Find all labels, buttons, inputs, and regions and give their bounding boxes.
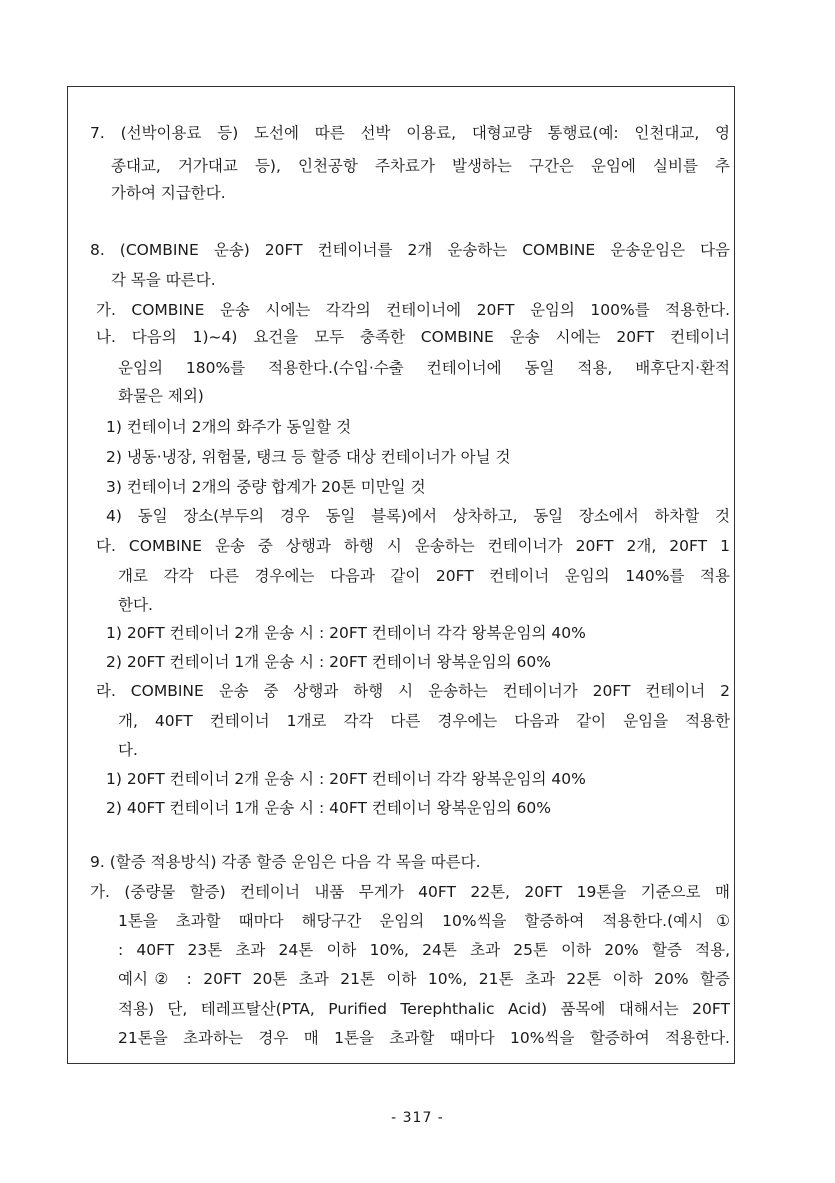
section-s7-line: 가하여 지급한다. — [111, 184, 226, 202]
section-s8-line: 운임의 180%를 적용한다.(수입·수출 컨테이너에 동일 적용, 배후단지·환적 — [118, 359, 730, 377]
section-s8-line: 8. (COMBINE 운송) 20FT 컨테이너를 2개 운송하는 COMBINE 운송운임은 다음 — [90, 241, 730, 259]
section-s8-line: 가. COMBINE 운송 시에는 각각의 컨테이너에 20FT 운임의 100%를 적용한다. — [96, 301, 730, 319]
section-s8-line: 화물은 제외) — [118, 387, 204, 405]
section-s9-line: 1톤을 초과할 때마다 해당구간 운임의 10%씩을 할증하여 적용한다.(예시① — [118, 912, 730, 930]
section-s8-line: 3) 컨테이너 2개의 중량 합계가 20톤 미만일 것 — [106, 478, 426, 496]
section-s7-line: 7. (선박이용료 등) 도선에 따른 선박 이용료, 대형교량 통행료(예: 인천대교, 영 — [90, 124, 730, 142]
section-s8-line: 개로 각각 다른 경우에는 다음과 같이 20FT 컨테이너 운임의 140%를 적용 — [118, 567, 730, 585]
section-s8-line: 2) 냉동·냉장, 위험물, 탱크 등 할증 대상 컨테이너가 아닐 것 — [106, 448, 511, 466]
section-s8-line: 다. — [118, 741, 138, 759]
section-s9-line: : 40FT 23톤 초과 24톤 이하 10%, 24톤 초과 25톤 이하 20% 할증 적용, — [118, 941, 730, 959]
section-s9-line: 가. (중량물 할증) 컨테이너 내품 무게가 40FT 22톤, 20FT 19톤을 기준으로 매 — [90, 883, 730, 901]
section-s8-line: 각 목을 따른다. — [111, 271, 216, 289]
section-s9-line: 9. (할증 적용방식) 각종 할증 운임은 다음 각 목을 따른다. — [90, 853, 481, 871]
section-s8-line: 1) 컨테이너 2개의 화주가 동일할 것 — [106, 418, 352, 436]
section-s9-line: 적용) 단, 테레프탈산(PTA, Purified Terephthalic Acid) 품목에 대해서는 20FT — [118, 1000, 730, 1018]
section-s8-line: 1) 20FT 컨테이너 2개 운송 시 : 20FT 컨테이너 각각 왕복운임의 40% — [106, 624, 586, 642]
section-s7-line: 종대교, 거가대교 등), 인천공항 주차료가 발생하는 구간은 운임에 실비를 추 — [111, 157, 730, 175]
section-s9-line: 예시② : 20FT 20톤 초과 21톤 이하 10%, 21톤 초과 22톤 이하 20% 할증 — [118, 970, 730, 988]
section-s8-line: 개, 40FT 컨테이너 1개로 각각 다른 경우에는 다음과 같이 운임을 적용한 — [118, 712, 730, 730]
section-s8-line: 다. COMBINE 운송 중 상행과 하행 시 운송하는 컨테이너가 20FT 2개, 20FT 1 — [96, 537, 730, 555]
section-s8-line: 라. COMBINE 운송 중 상행과 하행 시 운송하는 컨테이너가 20FT 컨테이너 2 — [96, 682, 730, 700]
section-s8-line: 한다. — [118, 596, 153, 614]
section-s8-line: 2) 20FT 컨테이너 1개 운송 시 : 20FT 컨테이너 왕복운임의 60% — [106, 653, 551, 671]
section-s8-line: 4) 동일 장소(부두의 경우 동일 블록)에서 상차하고, 동일 장소에서 하차할 것 — [106, 507, 730, 525]
section-s9-line: 21톤을 초과하는 경우 매 1톤을 초과할 때마다 10%씩을 할증하여 적용한다. — [118, 1029, 730, 1047]
section-s8-line: 1) 20FT 컨테이너 2개 운송 시 : 20FT 컨테이너 각각 왕복운임의 40% — [106, 770, 586, 788]
page-number: - 317 - — [391, 1110, 444, 1126]
section-s8-line: 나. 다음의 1)~4) 요건을 모두 충족한 COMBINE 운송 시에는 20FT 컨테이너 — [96, 328, 730, 346]
section-s8-line: 2) 40FT 컨테이너 1개 운송 시 : 40FT 컨테이너 왕복운임의 60% — [106, 799, 551, 817]
